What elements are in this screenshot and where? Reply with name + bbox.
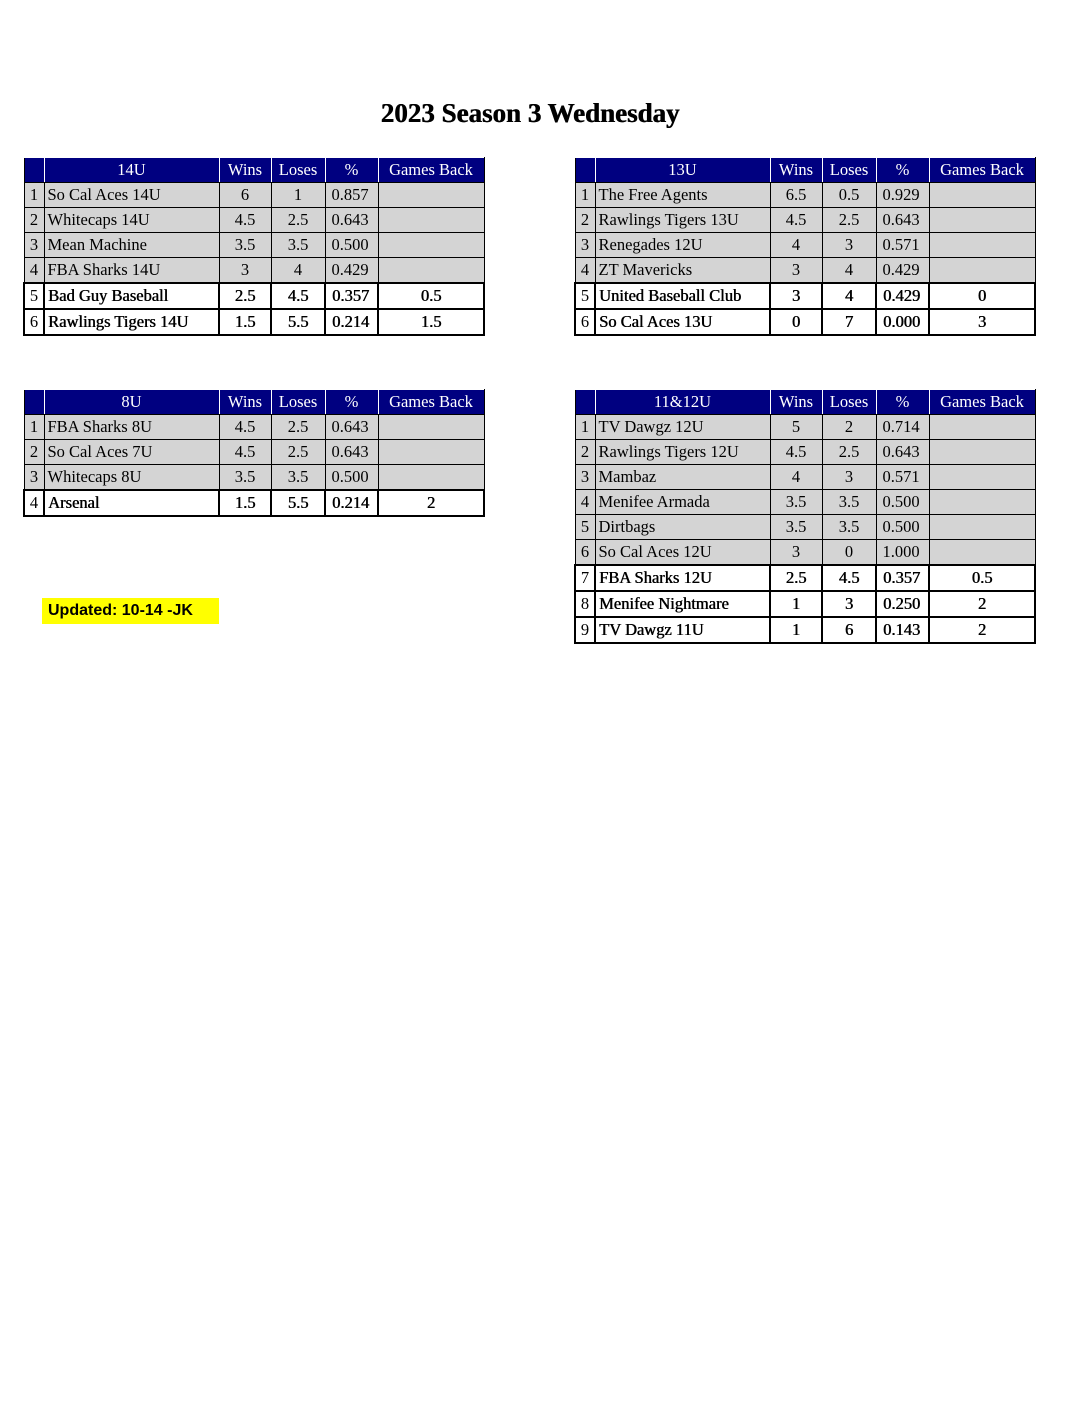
table-row bbox=[575, 208, 1035, 233]
games-back-cell bbox=[929, 465, 1035, 490]
rank-cell: 3 bbox=[575, 233, 595, 258]
pct-cell: 0.500 bbox=[876, 515, 929, 540]
loses-cell: 6 bbox=[822, 617, 876, 643]
wins-cell: 6.5 bbox=[770, 183, 822, 208]
table-row bbox=[575, 233, 1035, 258]
wins-cell: 3.5 bbox=[219, 465, 271, 491]
games-back-cell: 2 bbox=[929, 591, 1035, 617]
pct-cell: 0.214 bbox=[325, 490, 378, 516]
table-row bbox=[24, 440, 484, 465]
table-row bbox=[24, 465, 484, 491]
pct-cell: 0.643 bbox=[325, 208, 378, 233]
games-back-cell: 0 bbox=[929, 283, 1035, 309]
team-cell: The Free Agents bbox=[595, 183, 770, 208]
division-header: 13U bbox=[595, 158, 770, 183]
table-row bbox=[575, 565, 1035, 591]
games-back-cell: 0.5 bbox=[378, 283, 484, 309]
table-row bbox=[575, 309, 1035, 335]
table-row bbox=[24, 490, 484, 516]
table-row bbox=[575, 258, 1035, 284]
table-row bbox=[24, 258, 484, 284]
loses-cell: 2.5 bbox=[822, 208, 876, 233]
games-back-header: Games Back bbox=[929, 390, 1035, 415]
team-cell: FBA Sharks 14U bbox=[44, 258, 219, 284]
wins-header: Wins bbox=[219, 158, 271, 183]
team-cell: Arsenal bbox=[44, 490, 219, 516]
team-cell: ZT Mavericks bbox=[595, 258, 770, 284]
games-back-cell bbox=[378, 183, 484, 208]
team-cell: Rawlings Tigers 14U bbox=[44, 309, 219, 335]
games-back-cell bbox=[929, 440, 1035, 465]
header-row bbox=[24, 158, 484, 183]
loses-cell: 3.5 bbox=[271, 465, 325, 491]
standings-table-14u bbox=[23, 157, 485, 336]
rank-cell: 2 bbox=[24, 440, 44, 465]
games-back-header: Games Back bbox=[378, 390, 484, 415]
loses-cell: 5.5 bbox=[271, 309, 325, 335]
loses-cell: 3 bbox=[822, 465, 876, 490]
wins-cell: 2.5 bbox=[770, 565, 822, 591]
standings-table-11-12u bbox=[574, 389, 1036, 644]
loses-cell: 2.5 bbox=[271, 440, 325, 465]
games-back-cell bbox=[929, 490, 1035, 515]
table-row bbox=[575, 540, 1035, 566]
rank-cell: 4 bbox=[24, 258, 44, 284]
games-back-cell bbox=[378, 208, 484, 233]
table-row bbox=[24, 183, 484, 208]
rank-cell: 4 bbox=[24, 490, 44, 516]
rank-cell: 1 bbox=[24, 183, 44, 208]
loses-header: Loses bbox=[822, 158, 876, 183]
games-back-header: Games Back bbox=[929, 158, 1035, 183]
rank-cell: 8 bbox=[575, 591, 595, 617]
team-cell: Rawlings Tigers 12U bbox=[595, 440, 770, 465]
wins-cell: 0 bbox=[770, 309, 822, 335]
loses-header: Loses bbox=[271, 158, 325, 183]
pct-cell: 0.429 bbox=[876, 258, 929, 284]
division-header: 14U bbox=[44, 158, 219, 183]
updated-note: Updated: 10-14 -JK bbox=[42, 598, 219, 624]
loses-cell: 4 bbox=[822, 283, 876, 309]
wins-header: Wins bbox=[770, 390, 822, 415]
wins-cell: 4.5 bbox=[770, 440, 822, 465]
loses-cell: 4.5 bbox=[271, 283, 325, 309]
team-cell: Rawlings Tigers 13U bbox=[595, 208, 770, 233]
standings-table-8u bbox=[23, 389, 485, 517]
loses-cell: 3 bbox=[822, 233, 876, 258]
team-cell: FBA Sharks 8U bbox=[44, 415, 219, 440]
rank-cell: 2 bbox=[24, 208, 44, 233]
loses-cell: 2.5 bbox=[271, 415, 325, 440]
games-back-cell bbox=[378, 258, 484, 284]
wins-cell: 1 bbox=[770, 617, 822, 643]
rank-cell: 5 bbox=[24, 283, 44, 309]
table-row bbox=[575, 617, 1035, 643]
wins-cell: 4 bbox=[770, 465, 822, 490]
wins-cell: 1.5 bbox=[219, 490, 271, 516]
wins-cell: 3.5 bbox=[770, 515, 822, 540]
loses-cell: 3.5 bbox=[822, 490, 876, 515]
header-row bbox=[575, 158, 1035, 183]
pct-header: % bbox=[325, 158, 378, 183]
pct-cell: 0.357 bbox=[325, 283, 378, 309]
table-row bbox=[575, 415, 1035, 440]
rank-cell: 3 bbox=[575, 465, 595, 490]
loses-cell: 3 bbox=[822, 591, 876, 617]
team-cell: So Cal Aces 13U bbox=[595, 309, 770, 335]
wins-header: Wins bbox=[219, 390, 271, 415]
games-back-header: Games Back bbox=[378, 158, 484, 183]
table-row bbox=[575, 283, 1035, 309]
wins-cell: 3.5 bbox=[770, 490, 822, 515]
table-row bbox=[575, 440, 1035, 465]
games-back-cell: 3 bbox=[929, 309, 1035, 335]
rank-cell: 5 bbox=[575, 515, 595, 540]
table-row bbox=[24, 309, 484, 335]
wins-cell: 3.5 bbox=[219, 233, 271, 258]
rank-cell: 4 bbox=[575, 490, 595, 515]
team-cell: So Cal Aces 12U bbox=[595, 540, 770, 566]
division-header: 8U bbox=[44, 390, 219, 415]
pct-cell: 0.250 bbox=[876, 591, 929, 617]
rank-cell: 1 bbox=[24, 415, 44, 440]
wins-cell: 4.5 bbox=[219, 415, 271, 440]
rank-header bbox=[24, 158, 44, 183]
pct-cell: 0.357 bbox=[876, 565, 929, 591]
games-back-cell bbox=[929, 258, 1035, 284]
loses-cell: 0.5 bbox=[822, 183, 876, 208]
pct-cell: 0.500 bbox=[325, 233, 378, 258]
games-back-cell bbox=[929, 233, 1035, 258]
pct-cell: 0.500 bbox=[876, 490, 929, 515]
games-back-cell bbox=[929, 515, 1035, 540]
team-cell: TV Dawgz 12U bbox=[595, 415, 770, 440]
wins-cell: 3 bbox=[219, 258, 271, 284]
rank-cell: 1 bbox=[575, 183, 595, 208]
pct-cell: 0.643 bbox=[876, 440, 929, 465]
games-back-cell: 2 bbox=[929, 617, 1035, 643]
team-cell: So Cal Aces 7U bbox=[44, 440, 219, 465]
pct-cell: 0.500 bbox=[325, 465, 378, 491]
table-row bbox=[575, 591, 1035, 617]
team-cell: Mambaz bbox=[595, 465, 770, 490]
wins-cell: 4.5 bbox=[770, 208, 822, 233]
team-cell: So Cal Aces 14U bbox=[44, 183, 219, 208]
rank-cell: 2 bbox=[575, 208, 595, 233]
loses-cell: 2.5 bbox=[822, 440, 876, 465]
loses-cell: 4 bbox=[822, 258, 876, 284]
pct-header: % bbox=[876, 390, 929, 415]
pct-cell: 0.429 bbox=[325, 258, 378, 284]
team-cell: Renegades 12U bbox=[595, 233, 770, 258]
pct-cell: 0.857 bbox=[325, 183, 378, 208]
wins-cell: 1.5 bbox=[219, 309, 271, 335]
games-back-cell bbox=[378, 440, 484, 465]
team-cell: TV Dawgz 11U bbox=[595, 617, 770, 643]
rank-cell: 2 bbox=[575, 440, 595, 465]
table-row bbox=[575, 490, 1035, 515]
table-row bbox=[575, 183, 1035, 208]
rank-cell: 7 bbox=[575, 565, 595, 591]
loses-cell: 3.5 bbox=[822, 515, 876, 540]
pct-cell: 1.000 bbox=[876, 540, 929, 566]
wins-header: Wins bbox=[770, 158, 822, 183]
team-cell: Menifee Nightmare bbox=[595, 591, 770, 617]
loses-cell: 5.5 bbox=[271, 490, 325, 516]
team-cell: Mean Machine bbox=[44, 233, 219, 258]
games-back-cell bbox=[929, 208, 1035, 233]
page-title: 2023 Season 3 Wednesday bbox=[380, 98, 680, 128]
pct-cell: 0.643 bbox=[325, 415, 378, 440]
games-back-cell bbox=[929, 183, 1035, 208]
rank-header bbox=[24, 390, 44, 415]
header-row bbox=[575, 390, 1035, 415]
table-row bbox=[575, 465, 1035, 490]
games-back-cell bbox=[378, 415, 484, 440]
pct-cell: 0.571 bbox=[876, 465, 929, 490]
team-cell: Bad Guy Baseball bbox=[44, 283, 219, 309]
loses-header: Loses bbox=[271, 390, 325, 415]
pct-cell: 0.429 bbox=[876, 283, 929, 309]
games-back-cell: 2 bbox=[378, 490, 484, 516]
team-cell: Dirtbags bbox=[595, 515, 770, 540]
loses-cell: 4 bbox=[271, 258, 325, 284]
games-back-cell bbox=[929, 415, 1035, 440]
rank-header bbox=[575, 158, 595, 183]
pct-cell: 0.929 bbox=[876, 183, 929, 208]
loses-cell: 1 bbox=[271, 183, 325, 208]
games-back-cell: 1.5 bbox=[378, 309, 484, 335]
games-back-cell bbox=[378, 465, 484, 491]
wins-cell: 4.5 bbox=[219, 208, 271, 233]
team-cell: United Baseball Club bbox=[595, 283, 770, 309]
wins-cell: 1 bbox=[770, 591, 822, 617]
loses-cell: 0 bbox=[822, 540, 876, 566]
rank-cell: 9 bbox=[575, 617, 595, 643]
pct-header: % bbox=[876, 158, 929, 183]
wins-cell: 3 bbox=[770, 283, 822, 309]
pct-cell: 0.143 bbox=[876, 617, 929, 643]
loses-cell: 2.5 bbox=[271, 208, 325, 233]
table-row bbox=[24, 283, 484, 309]
pct-cell: 0.571 bbox=[876, 233, 929, 258]
rank-cell: 6 bbox=[575, 309, 595, 335]
pct-header: % bbox=[325, 390, 378, 415]
table-row bbox=[24, 415, 484, 440]
loses-cell: 2 bbox=[822, 415, 876, 440]
pct-cell: 0.000 bbox=[876, 309, 929, 335]
team-cell: Whitecaps 14U bbox=[44, 208, 219, 233]
wins-cell: 5 bbox=[770, 415, 822, 440]
team-cell: FBA Sharks 12U bbox=[595, 565, 770, 591]
header-row bbox=[24, 390, 484, 415]
games-back-cell bbox=[378, 233, 484, 258]
rank-header bbox=[575, 390, 595, 415]
rank-cell: 6 bbox=[24, 309, 44, 335]
pct-cell: 0.643 bbox=[876, 208, 929, 233]
wins-cell: 4 bbox=[770, 233, 822, 258]
wins-cell: 4.5 bbox=[219, 440, 271, 465]
table-row bbox=[24, 233, 484, 258]
team-cell: Menifee Armada bbox=[595, 490, 770, 515]
loses-cell: 4.5 bbox=[822, 565, 876, 591]
games-back-cell bbox=[929, 540, 1035, 566]
pct-cell: 0.714 bbox=[876, 415, 929, 440]
table-row bbox=[575, 515, 1035, 540]
pct-cell: 0.214 bbox=[325, 309, 378, 335]
rank-cell: 3 bbox=[24, 233, 44, 258]
rank-cell: 1 bbox=[575, 415, 595, 440]
rank-cell: 3 bbox=[24, 465, 44, 491]
loses-header: Loses bbox=[822, 390, 876, 415]
rank-cell: 5 bbox=[575, 283, 595, 309]
wins-cell: 2.5 bbox=[219, 283, 271, 309]
standings-table-13u bbox=[574, 157, 1036, 336]
pct-cell: 0.643 bbox=[325, 440, 378, 465]
loses-cell: 3.5 bbox=[271, 233, 325, 258]
table-row bbox=[24, 208, 484, 233]
wins-cell: 6 bbox=[219, 183, 271, 208]
team-cell: Whitecaps 8U bbox=[44, 465, 219, 491]
games-back-cell: 0.5 bbox=[929, 565, 1035, 591]
rank-cell: 4 bbox=[575, 258, 595, 284]
wins-cell: 3 bbox=[770, 258, 822, 284]
rank-cell: 6 bbox=[575, 540, 595, 566]
loses-cell: 7 bbox=[822, 309, 876, 335]
wins-cell: 3 bbox=[770, 540, 822, 566]
division-header: 11&12U bbox=[595, 390, 770, 415]
